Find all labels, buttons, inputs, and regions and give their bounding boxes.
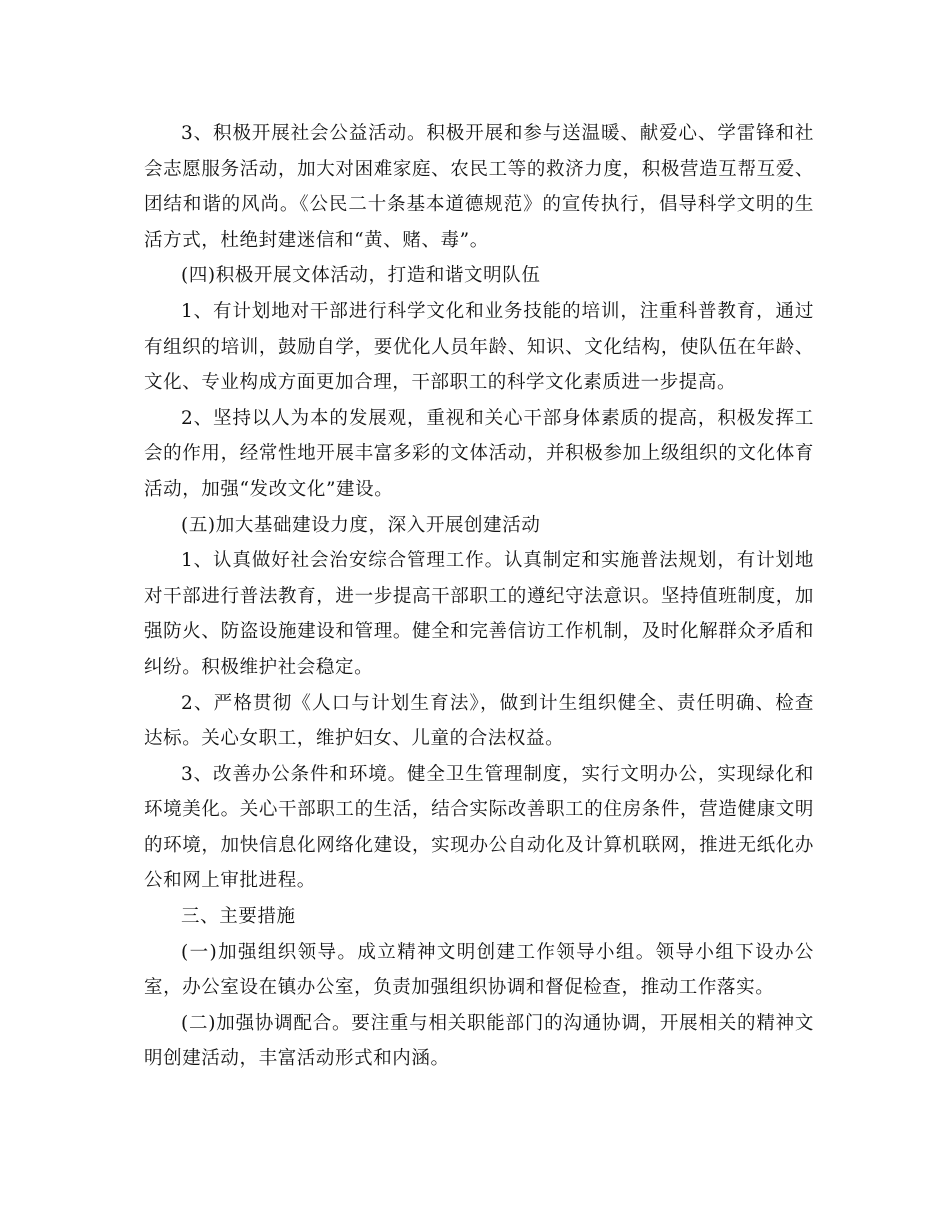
paragraph-leadership: (一)加强组织领导。成立精神文明创建工作领导小组。领导小组下设办公室，办公室设在镇办公室，负责加强组织协调和督促检查，推动工作落实。 [144, 941, 814, 999]
paragraph-public-welfare: 3、积极开展社会公益活动。积极开展和参与送温暖、献爱心、学雷锋和社会志愿服务活动，加大对困难家庭、农民工等的救济力度，积极营造互帮互爱、团结和谐的风尚。《公民二十条基本道德规范》的宣传执行，倡导科学文明的生活方式，杜绝封建迷信和“黄、赌、毒”。 [144, 123, 814, 251]
paragraph-people-oriented: 2、坚持以人为本的发展观，重视和关心干部身体素质的提高，积极发挥工会的作用，经常性地开展丰富多彩的文体活动，并积极参加上级组织的文化体育活动，加强“发改文化”建设。 [144, 407, 814, 500]
paragraph-family-planning: 2、严格贯彻《人口与计划生育法》，做到计生组织健全、责任明确、检查达标。关心女职工，维护妇女、儿童的合法权益。 [144, 692, 814, 750]
paragraph-office-environment: 3、改善办公条件和环境。健全卫生管理制度，实行文明办公，实现绿化和环境美化。关心干部职工的生活，结合实际改善职工的住房条件，营造健康文明的环境，加快信息化网络化建设，实现办公自动化及计算机联网，推进无纸化办公和网上审批进程。 [144, 763, 814, 892]
paragraph-public-security: 1、认真做好社会治安综合管理工作。认真制定和实施普法规划，有计划地对干部进行普法教育，进一步提高干部职工的遵纪守法意识。坚持值班制度，加强防火、防盗设施建设和管理。健全和完善信访工作机制，及时化解群众矛盾和纠纷。积极维护社会稳定。 [144, 550, 814, 678]
section-heading-main-measures: 三、主要措施 [181, 906, 296, 928]
document-body [144, 116, 814, 1077]
section-heading-culture-sports: (四)积极开展文体活动，打造和谐文明队伍 [181, 265, 541, 287]
section-heading-infrastructure: (五)加大基础建设力度，深入开展创建活动 [181, 514, 541, 536]
paragraph-coordination: (二)加强协调配合。要注重与相关职能部门的沟通协调，开展相关的精神文明创建活动，丰富活动形式和内涵。 [144, 1012, 814, 1070]
paragraph-training: 1、有计划地对干部进行科学文化和业务技能的培训，注重科普教育，通过有组织的培训，鼓励自学，要优化人员年龄、知识、文化结构，使队伍在年龄、文化、专业构成方面更加合理，干部职工的科学文化素质进一步提高。 [144, 300, 814, 394]
